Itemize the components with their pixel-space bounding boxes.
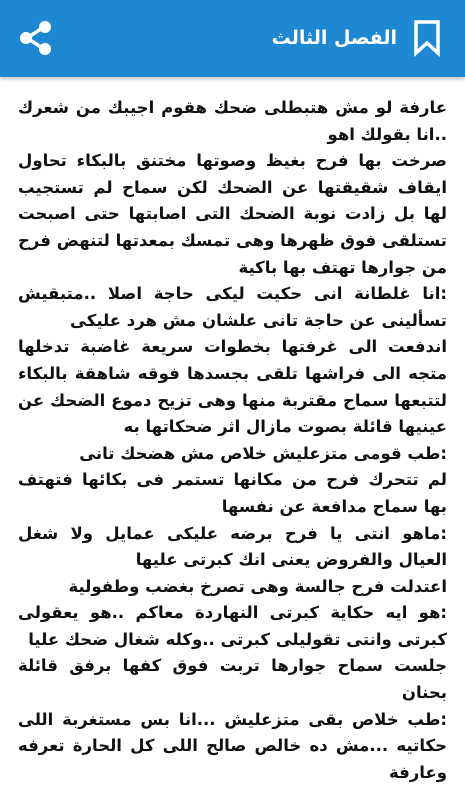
paragraph: :انا غلطانة انى حكيت ليكى حاجة اصلا ..متبقيش تسألينى عن حاجة تانى علشان مش هرد عليكى	[18, 284, 447, 330]
page-title: الفصل الثالث	[271, 27, 397, 49]
chapter-text	[18, 95, 447, 800]
paragraph: لم تتحرك فرح من مكانها تستمر فى بكائها فتهتف بها سماح مدافعة عن نفسها	[18, 470, 447, 516]
paragraph: صرخت بها فرح بغيظ وصوتها مختنق بالبكاء تحاول ايقاف شقيقتها عن الضحك لكن سماح لم تستجيب لها بل زادت نوبة الضحك التى اصابتها حتى اصبحت تستلقى فوق ظهرها وهى تمسك بمعدتها لتنهض فرح من جوارها تهتف بها باكية	[18, 151, 447, 277]
paragraph: اندفعت الى غرفتها بخطوات سريعة غاضبة تدخلها متجه الى فراشها تلقى بجسدها فوقه شاهقة بالبكاء لتتبعها سماح مقتربة منها وهى تزيح دموع الضحك عن عينيها قائلة بصوت مازال اثر ضحكاتها به	[18, 337, 447, 437]
paragraph: اعتدلت فرح جالسة وهى تصرخ بغضب وطفولية	[68, 576, 447, 596]
share-button[interactable]	[12, 14, 60, 62]
paragraph: :ماهو انتى يا فرح برضه عليكى عمايل ولا شغل العيال والفروض يعنى انك كبرتى عليها	[18, 523, 447, 570]
paragraph: :طب قومى متزعليش خلاص مش هضحك تانى	[79, 443, 447, 463]
paragraph: عارفة لو مش هتبطلى ضحك هقوم اجيبك من شعرك ..انا بقولك اهو	[18, 98, 447, 144]
share-icon	[19, 20, 53, 56]
paragraph: جلست سماح جوارها تربت فوق كفها برفق قائلة بحنان	[18, 656, 447, 703]
paragraph: :هو ايه حكاية كبرتى النهاردة معاكم ..هو يعقولى كبرتى وانتى تقوليلى كبرتى ..وكله شغال ضحك عليا	[18, 603, 447, 649]
paragraph: :طب خلاص بقى متزعليش ...انا بس مستغربة اللى حكاتيه ...مش ده خالص صالح اللى كل الحارة تعرفه وعارفة	[18, 709, 447, 782]
app-bar	[0, 0, 465, 77]
bookmark-icon	[413, 19, 441, 57]
bookmark-button[interactable]	[407, 16, 447, 60]
